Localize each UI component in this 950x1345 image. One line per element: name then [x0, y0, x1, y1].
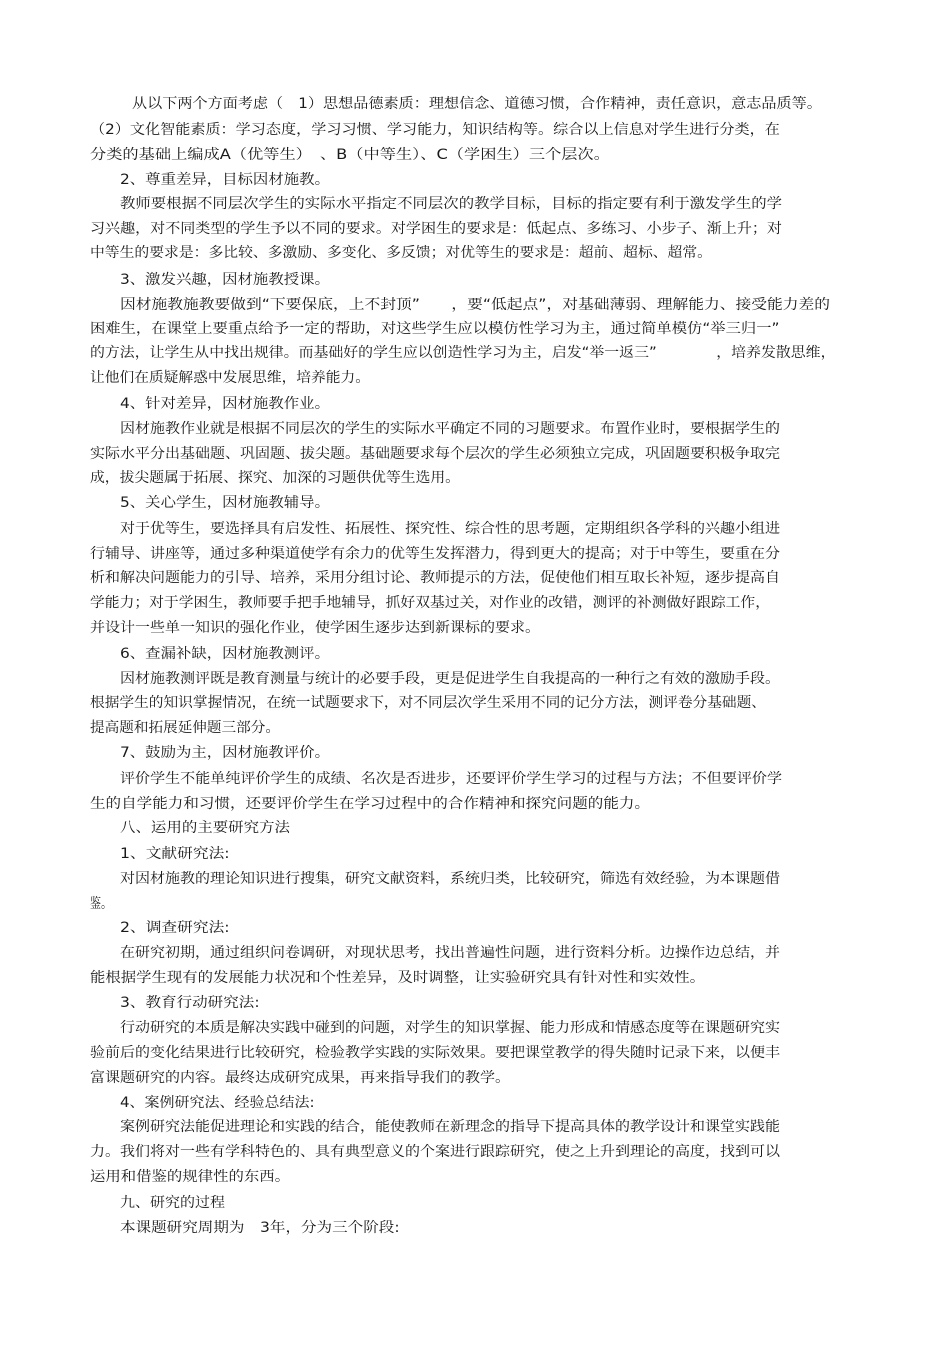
text-line: 5、关心学生，因材施教辅导。 [120, 495, 330, 511]
text-line: 让他们在质疑解惑中发展思维，培养能力。 [90, 370, 370, 386]
text-line: 富课题研究的内容。最终达成研究成果，再来指导我们的教学。 [90, 1070, 510, 1086]
text-line: 因材施教作业就是根据不同层次的学生的实际水平确定不同的习题要求。布置作业时，要根据学生的 [120, 421, 780, 437]
text-line: 力。我们将对一些有学科特色的、具有典型意义的个案进行跟踪研究，使之上升到理论的高度，找到可以 [90, 1144, 780, 1160]
text-line: 7、鼓励为主，因材施教评价。 [120, 745, 330, 761]
text-line: 习兴趣，对不同类型的学生予以不同的要求。对学困生的要求是：低起点、多练习、小步子、渐上升；对 [90, 221, 782, 237]
text-line: 2、调查研究法: [120, 920, 230, 936]
text-line: 教师要根据不同层次学生的实际水平指定不同层次的教学目标，目标的指定要有利于激发学生的学 [120, 196, 783, 212]
text-line: 学能力；对于学困生，教师要手把手地辅导，抓好双基过关，对作业的改错，测评的补测做好跟踪工作， [90, 595, 770, 611]
text-line: 在研究初期，通过组织问卷调研，对现状思考，找出普遍性问题，进行资料分析。边操作边总结，并 [120, 945, 780, 961]
text-line: 对因材施教的理论知识进行搜集，研究文献资料，系统归类，比较研究，筛选有效经验，为本课题借 [120, 871, 780, 887]
text-line: 能根据学生现有的发展能力状况和个性差异，及时调整，让实验研究具有针对性和实效性。 [90, 970, 705, 986]
text-line: 从以下两个方面考虑（ 1）思想品德素质：理想信念、道德习惯，合作精神，责任意识，意志品质等。 [132, 96, 822, 112]
text-line: 成，拔尖题属于拓展、探究、加深的习题供优等生选用。 [90, 470, 460, 486]
text-line: 九、研究的过程 [120, 1195, 225, 1211]
text-line: 本课题研究周期为 3年，分为三个阶段: [120, 1220, 400, 1236]
text-line: 4、案例研究法、经验总结法: [120, 1095, 315, 1111]
text-line: 对于优等生，要选择具有启发性、拓展性、探究性、综合性的思考题，定期组织各学科的兴趣小组进 [120, 521, 780, 537]
text-line: （2）文化智能素质：学习态度，学习习惯、学习能力，知识结构等。综合以上信息对学生进行分类，在 [90, 122, 780, 138]
text-line: 八、运用的主要研究方法 [120, 820, 291, 836]
text-line: 困难生，在课堂上要重点给予一定的帮助，对这些学生应以模仿性学习为主，通过简单模仿“举三归一” [90, 321, 780, 337]
text-line: 析和解决问题能力的引导、培养，采用分组讨论、教师提示的方法，促使他们相互取长补短，逐步提高自 [90, 570, 780, 586]
text-line: 案例研究法能促进理论和实践的结合，能使教师在新理念的指导下提高具体的教学设计和课堂实践能 [120, 1119, 780, 1135]
text-line: 3、教育行动研究法: [120, 995, 260, 1011]
text-line: 根据学生的知识掌握情况，在统一试题要求下，对不同层次学生采用不同的记分方法，测评卷分基础题、 [90, 695, 767, 711]
text-line: 6、查漏补缺，因材施教测评。 [120, 646, 330, 662]
text-line: 提高题和拓展延伸题三部分。 [90, 720, 281, 736]
text-line: 行动研究的本质是解决实践中碰到的问题，对学生的知识掌握、能力形成和情感态度等在课题研究实 [120, 1020, 780, 1036]
text-line: 中等生的要求是：多比较、多激励、多变化、多反馈；对优等生的要求是：超前、超标、超常。 [90, 245, 712, 261]
text-line: 分类的基础上编成A（优等生） 、B（中等生）、C（学困生）三个层次。 [90, 147, 610, 163]
text-line: 3、激发兴趣，因材施教授课。 [120, 272, 330, 288]
text-line: 鉴。 [90, 896, 112, 912]
text-line: 并设计一些单一知识的强化作业，使学困生逐步达到新课标的要求。 [90, 620, 540, 636]
text-line: 因材施教施教要做到“下要保底，上不封顶” ，要“低起点”，对基础薄弱、理解能力、接受能力差的 [120, 297, 831, 313]
text-line: 因材施教测评既是教育测量与统计的必要手段，更是促进学生自我提高的一种行之有效的激励手段。 [120, 671, 780, 687]
text-line: 评价学生不能单纯评价学生的成绩、名次是否进步，还要评价学生学习的过程与方法；不但要评价学 [120, 771, 783, 787]
text-line: 4、针对差异，因材施教作业。 [120, 396, 330, 412]
text-line: 验前后的变化结果进行比较研究，检验教学实践的实际效果。要把课堂教学的得失随时记录下来，以便丰 [90, 1045, 780, 1061]
text-line: 2、尊重差异，目标因材施教。 [120, 172, 330, 188]
text-line: 运用和借鉴的规律性的东西。 [90, 1169, 290, 1185]
text-line: 生的自学能力和习惯，还要评价学生在学习过程中的合作精神和探究问题的能力。 [90, 796, 650, 812]
text-line: 1、文献研究法: [120, 846, 230, 862]
text-line: 行辅导、讲座等，通过多种渠道使学有余力的优等生发挥潜力，得到更大的提高；对于中等生，要重在分 [90, 546, 780, 562]
text-line: 实际水平分出基础题、巩固题、拔尖题。基础题要求每个层次的学生必须独立完成，巩固题要积极争取完 [90, 446, 780, 462]
text-line: 的方法，让学生从中找出规律。而基础好的学生应以创造性学习为主，启发“举一返三” ，培养发散思维， [90, 345, 836, 361]
